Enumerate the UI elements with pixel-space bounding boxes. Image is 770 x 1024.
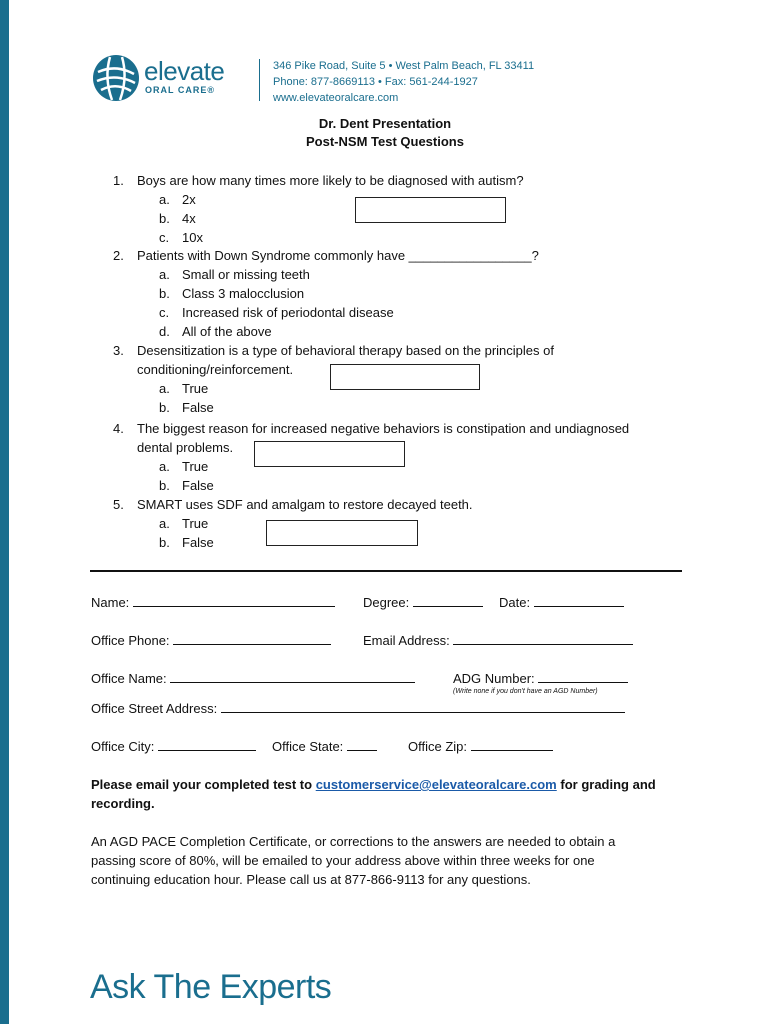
- date-input[interactable]: [534, 594, 624, 607]
- company-logo: [92, 54, 252, 106]
- footer-tagline: Ask The Experts: [90, 968, 332, 1006]
- degree-input[interactable]: [413, 594, 483, 607]
- office-street-input[interactable]: [221, 700, 625, 713]
- option-letter: b.: [159, 535, 170, 550]
- option-letter: b.: [159, 478, 170, 493]
- header-divider: [259, 59, 260, 101]
- office-city-label: Office City:: [91, 739, 155, 754]
- brand-subtitle: ORAL CARE®: [145, 85, 215, 95]
- question-text-continued: dental problems.: [137, 440, 234, 455]
- adg-number-label: ADG Number:: [453, 671, 535, 686]
- email-instruction-prefix: Please email your completed test to: [91, 777, 313, 792]
- date-field: [499, 594, 624, 611]
- option-text: 10x: [182, 230, 203, 245]
- phone-fax-line: Phone: 877-8669113 • Fax: 561-244-1927: [273, 76, 478, 88]
- office-state-input[interactable]: [347, 738, 377, 751]
- question-text: The biggest reason for increased negative behaviors is constipation and undiagnosed: [137, 421, 630, 436]
- adg-number-field: [453, 670, 628, 687]
- office-state-label: Office State:: [272, 739, 344, 754]
- email-instruction-line2: recording.: [91, 796, 155, 811]
- option-text: True: [182, 459, 209, 474]
- email-link[interactable]: customerservice@elevateoralcare.com: [315, 777, 557, 792]
- email-input[interactable]: [453, 632, 633, 645]
- office-phone-field: [91, 632, 331, 649]
- website-line: www.elevateoralcare.com: [273, 92, 399, 104]
- question-text: SMART uses SDF and amalgam to restore decayed teeth.: [137, 497, 473, 512]
- option-letter: a.: [159, 516, 170, 531]
- office-city-input[interactable]: [158, 738, 256, 751]
- option-text: True: [182, 381, 209, 396]
- office-street-label: Office Street Address:: [91, 701, 218, 716]
- brand-name: elevate: [144, 56, 225, 86]
- answer-box-q3[interactable]: [330, 364, 480, 390]
- adg-number-input[interactable]: [538, 670, 628, 683]
- option-letter: a.: [159, 459, 170, 474]
- option-text: Increased risk of periodontal disease: [182, 305, 394, 320]
- question-text: Boys are how many times more likely to be diagnosed with autism?: [137, 173, 524, 188]
- office-city-field: [91, 738, 256, 755]
- name-field: [91, 594, 335, 611]
- globe-logo-icon: [92, 54, 140, 102]
- office-zip-label: Office Zip:: [408, 739, 468, 754]
- option-letter: b.: [159, 286, 170, 301]
- option-letter: b.: [159, 211, 170, 226]
- answer-box-q5[interactable]: [266, 520, 418, 546]
- office-name-label: Office Name:: [91, 671, 167, 686]
- option-text: All of the above: [182, 324, 272, 339]
- office-phone-label: Office Phone:: [91, 633, 170, 648]
- date-label: Date:: [499, 595, 531, 610]
- option-letter: c.: [159, 230, 170, 245]
- option-text: True: [182, 516, 209, 531]
- document-subtitle: Post-NSM Test Questions: [306, 134, 464, 149]
- option-text: False: [182, 478, 214, 493]
- degree-label: Degree:: [363, 595, 410, 610]
- question-text-continued: conditioning/reinforcement.: [137, 362, 294, 377]
- certificate-paragraph-line1: An AGD PACE Completion Certificate, or corrections to the answers are needed to obtain a: [91, 834, 616, 849]
- office-zip-input[interactable]: [471, 738, 553, 751]
- answer-box-q4[interactable]: [254, 441, 405, 467]
- email-instruction: [91, 776, 656, 793]
- left-accent-bar: [0, 0, 9, 1024]
- question-text: Patients with Down Syndrome commonly have _________________?: [137, 248, 539, 263]
- option-text: Class 3 malocclusion: [182, 286, 305, 301]
- degree-field: [363, 594, 483, 611]
- email-instruction-suffix: for grading and: [560, 777, 656, 792]
- certificate-paragraph-line3: continuing education hour. Please call us at 877-866-9113 for any questions.: [91, 872, 531, 887]
- question-number: 1.: [113, 173, 124, 188]
- document-title: Dr. Dent Presentation: [318, 116, 452, 131]
- office-name-input[interactable]: [170, 670, 415, 683]
- option-text: 2x: [182, 192, 196, 207]
- adg-note: (Write none if you don't have an AGD Number): [453, 688, 598, 695]
- question-number: 4.: [113, 421, 124, 436]
- certificate-paragraph-line2: passing score of 80%, will be emailed to your address above within three weeks for one: [91, 853, 595, 868]
- option-letter: a.: [159, 267, 170, 282]
- question-number: 5.: [113, 497, 124, 512]
- section-divider: [90, 570, 682, 572]
- option-letter: a.: [159, 192, 170, 207]
- name-label: Name:: [91, 595, 130, 610]
- address-line: 346 Pike Road, Suite 5 • West Palm Beach, FL 33411: [273, 60, 535, 72]
- option-text: 4x: [182, 211, 196, 226]
- option-text: False: [182, 400, 214, 415]
- question-text: Desensitization is a type of behavioral therapy based on the principles of: [137, 343, 554, 358]
- question-number: 3.: [113, 343, 124, 358]
- option-letter: c.: [159, 305, 170, 320]
- email-label: Email Address:: [363, 633, 450, 648]
- option-text: False: [182, 535, 214, 550]
- office-street-field: [91, 700, 625, 717]
- option-letter: d.: [159, 324, 170, 339]
- answer-box-q1[interactable]: [355, 197, 506, 223]
- question-number: 2.: [113, 248, 124, 263]
- option-letter: b.: [159, 400, 170, 415]
- office-state-field: [272, 738, 377, 755]
- name-input[interactable]: [133, 594, 335, 607]
- office-name-field: [91, 670, 415, 687]
- office-phone-input[interactable]: [173, 632, 331, 645]
- email-field: [363, 632, 633, 649]
- office-zip-field: [408, 738, 553, 755]
- option-letter: a.: [159, 381, 170, 396]
- option-text: Small or missing teeth: [182, 267, 310, 282]
